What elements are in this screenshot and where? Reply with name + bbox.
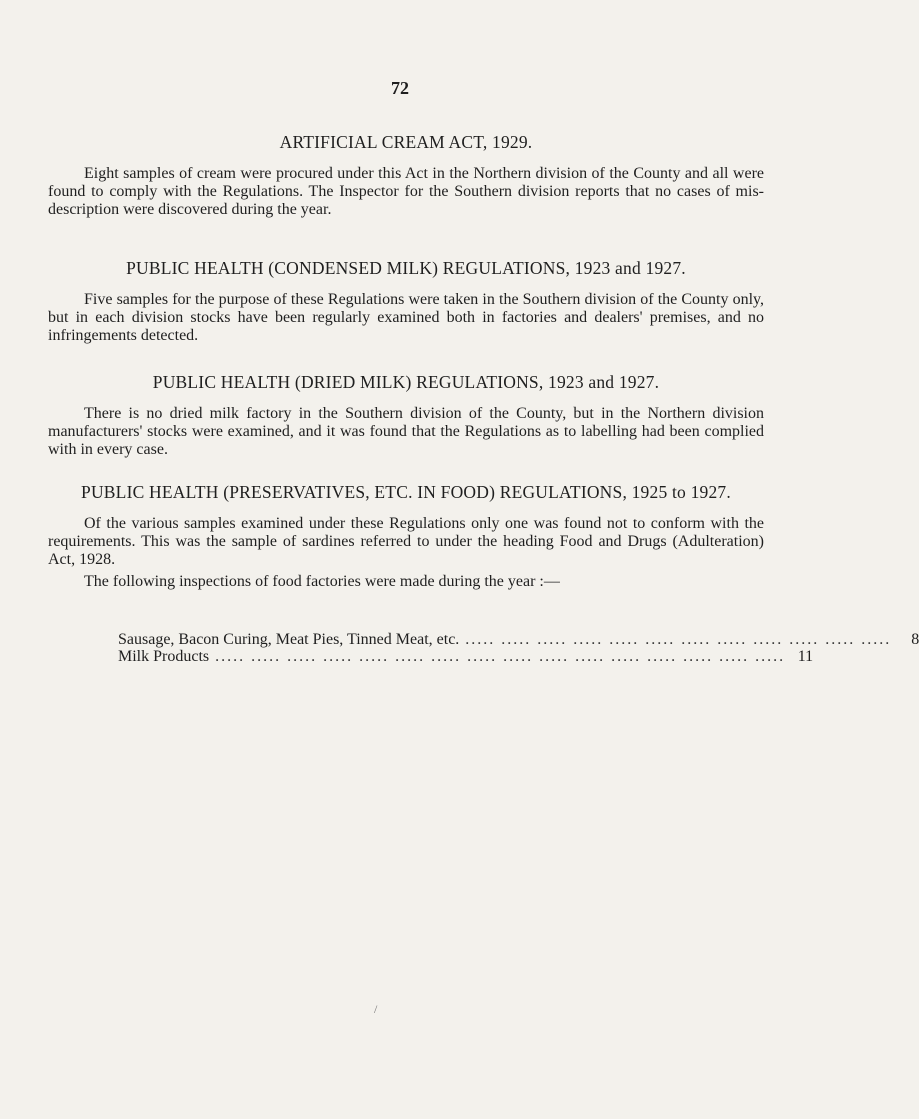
inspection-list xyxy=(118,631,919,665)
section-paragraph: There is no dried milk factory in the Southern division of the County, but in the Northern division manufacturers' stocks were examined, and it was found that the Regulations as to labelling had been complied with in every case. xyxy=(48,405,764,458)
section-paragraph: Eight samples of cream were procured under this Act in the Northern division of the County and all were found to comply with the Regulations. The Inspector for the Southern division reports that no cases of mis-description were discovered during the year. xyxy=(48,165,764,218)
section-dried-milk xyxy=(48,372,764,459)
section-paragraph: The following inspections of food factories were made during the year :— xyxy=(84,573,560,590)
leader-dots: ..... ..... ..... ..... ..... ..... ..... ..... ..... ..... ..... ..... ..... ..... ..... ..... xyxy=(215,648,786,665)
section-heading: PUBLIC HEALTH (PRESERVATIVES, ETC. IN FOOD) REGULATIONS, 1925 to 1927. xyxy=(81,482,731,502)
inspection-count: 8 xyxy=(911,631,919,648)
section-preservatives xyxy=(48,482,764,591)
list-item xyxy=(118,648,814,665)
leader-dots: ..... ..... ..... ..... ..... ..... ..... ..... ..... ..... ..... ..... xyxy=(465,631,892,648)
inspection-label: Milk Products xyxy=(118,648,210,665)
section-heading: ARTIFICIAL CREAM ACT, 1929. xyxy=(279,132,533,152)
section-artificial-cream xyxy=(48,132,764,219)
inspection-label: Sausage, Bacon Curing, Meat Pies, Tinned Meat, etc. xyxy=(118,631,460,648)
section-heading: PUBLIC HEALTH (CONDENSED MILK) REGULATIONS, 1923 and 1927. xyxy=(126,258,686,278)
list-item xyxy=(118,631,919,648)
section-paragraph: Five samples for the purpose of these Regulations were taken in the Southern division of the County only, but in each division stocks have been regularly examined both in factories and dealers' premises, and no infringements detected. xyxy=(48,291,764,344)
section-condensed-milk xyxy=(48,258,764,345)
inspection-count: 11 xyxy=(797,648,814,665)
stray-mark: / xyxy=(374,1002,378,1016)
page-number: 72 xyxy=(391,78,409,98)
section-paragraph: Of the various samples examined under these Regulations only one was found not to conform with the requirements. This was the sample of sardines referred to under the heading Food and Drugs (Adulteration) Act, 1928. xyxy=(48,515,764,568)
section-heading: PUBLIC HEALTH (DRIED MILK) REGULATIONS, 1923 and 1927. xyxy=(152,372,660,392)
